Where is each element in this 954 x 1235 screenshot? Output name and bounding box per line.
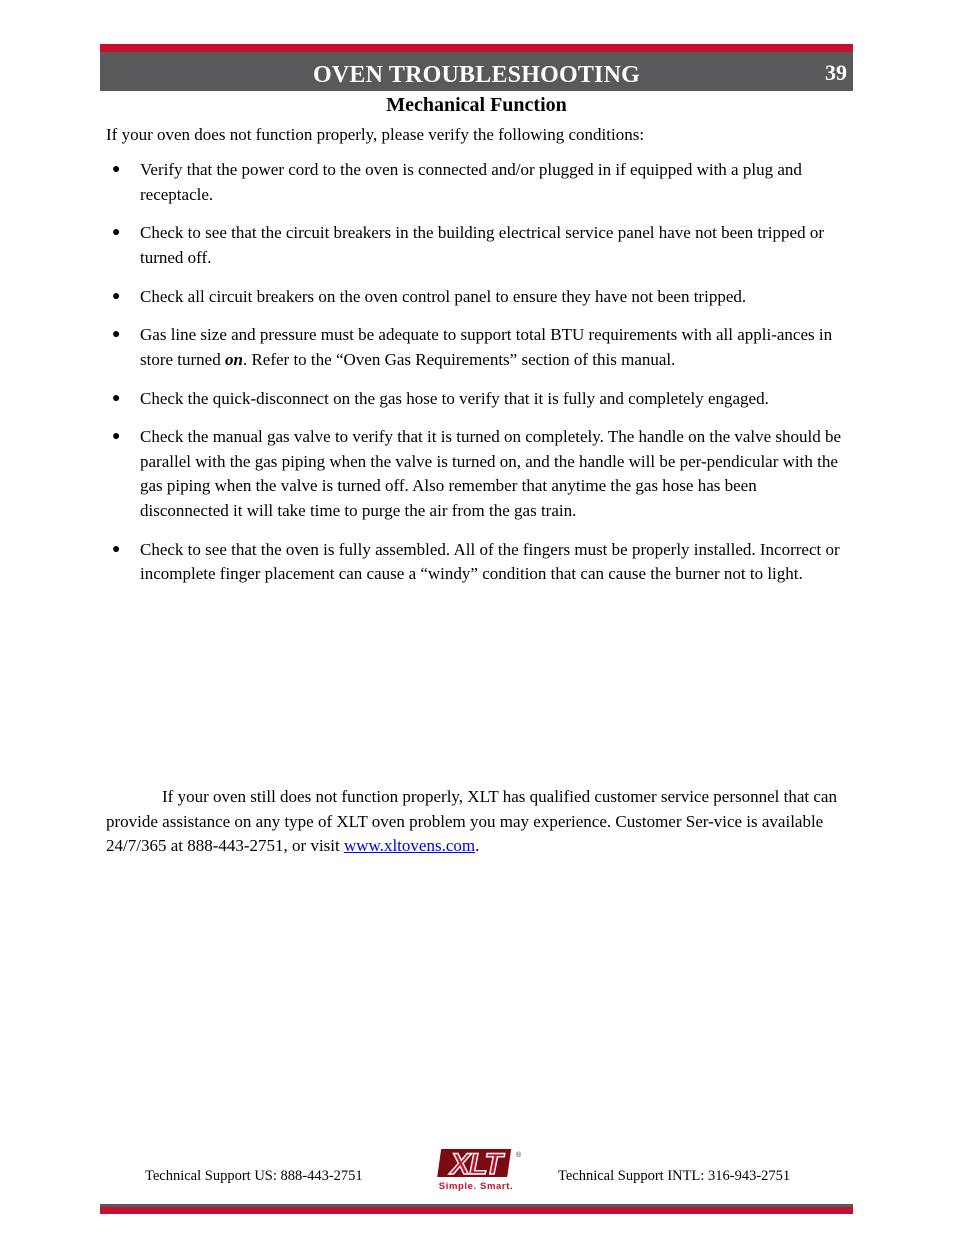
- list-item: [106, 425, 846, 523]
- list-item-text: Check to see that the oven is fully assembled. All of the fingers must be properly installed. Incorrect or incomplete finger placement can cause a “windy” condition that can cause the burner not to light.: [140, 539, 840, 584]
- list-item: [106, 538, 846, 587]
- footer-red-bar: [100, 1207, 853, 1214]
- closing-text-end: .: [475, 836, 480, 855]
- page-title: OVEN TROUBLESHOOTING: [313, 62, 640, 88]
- list-item-text: Check the quick-disconnect on the gas hose to verify that it is fully and completely engaged.: [140, 388, 769, 408]
- logo-registered-mark: ®: [516, 1152, 522, 1159]
- section-title: Mechanical Function: [386, 94, 567, 116]
- logo-tagline: Simple. Smart.: [438, 1181, 514, 1192]
- xlt-logo: [426, 1143, 528, 1193]
- list-item: [106, 323, 846, 372]
- list-item: [106, 158, 846, 207]
- list-item: [106, 221, 846, 270]
- list-item: [106, 387, 846, 412]
- list-item-text-after: . Refer to the “Oven Gas Requirements” section of this manual.: [242, 349, 676, 369]
- list-item-text: Check to see that the circuit breakers in the building electrical service panel have not been tripped or turned off.: [140, 223, 824, 267]
- list-item-text: Check all circuit breakers on the oven control panel to ensure they have not been tripped.: [140, 286, 747, 306]
- bullet-icon: ●: [112, 327, 121, 343]
- list-item-text: Gas line size and pressure must be adequate to support total BTU requirements with all appli-ances in store turned: [140, 325, 833, 369]
- bullet-icon: ●: [112, 162, 121, 177]
- page-number: 39: [825, 60, 847, 85]
- emphasis-on: on: [224, 349, 243, 369]
- list-item-text: Check the manual gas valve to verify that it is turned on completely. The handle on the valve should be parallel with the gas piping when the valve is turned on, and the handle will be per-pendicular with the gas piping when the valve is turned off. Also remember that anytime the gas hose has been disconnected it will take time to purge the air from the gas train.: [140, 427, 842, 520]
- conditions-list: [106, 158, 846, 601]
- list-item-text: Verify that the power cord to the oven is connected and/or plugged in if equipped with a plug and receptacle.: [140, 160, 802, 204]
- header-red-bar: [100, 44, 853, 52]
- bullet-icon: ●: [112, 288, 121, 304]
- footer-support-intl: Technical Support INTL: 316-943-2751: [558, 1168, 791, 1184]
- bullet-icon: ●: [112, 429, 121, 445]
- closing-paragraph: [106, 785, 846, 859]
- header-band: [100, 52, 853, 91]
- list-item: [106, 285, 846, 310]
- footer-support-us: Technical Support US: 888-443-2751: [145, 1168, 363, 1184]
- closing-text: If your oven still does not function properly, XLT has qualified customer service personnel that can provide assistance on any type of XLT oven problem you may experience. Customer Ser-vice is available 24/7/365 at 888-443-2751, or visit: [106, 787, 837, 855]
- logo-text: XLT: [450, 1148, 502, 1181]
- bullet-icon: ●: [112, 390, 121, 406]
- bullet-icon: ●: [112, 225, 121, 241]
- intro-paragraph: If your oven does not function properly, please verify the following conditions:: [106, 125, 645, 144]
- website-link[interactable]: www.xltovens.com: [343, 836, 476, 855]
- bullet-icon: ●: [112, 541, 121, 557]
